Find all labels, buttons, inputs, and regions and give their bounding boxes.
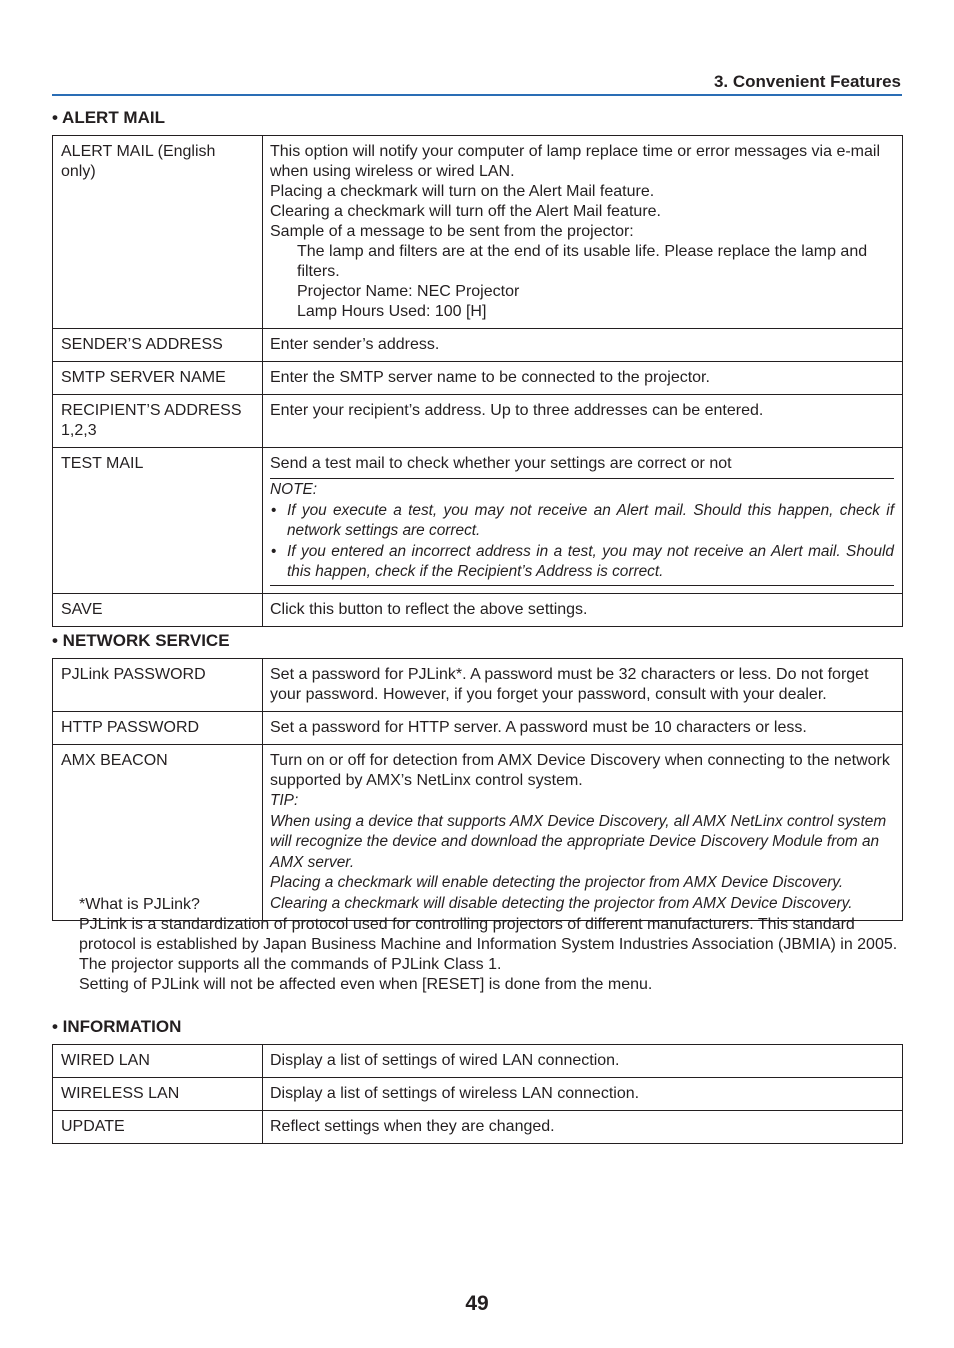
- alert-mail-section-title: • ALERT MAIL: [52, 108, 165, 127]
- row-description: Enter your recipient’s address. Up to three addresses can be entered.: [263, 395, 903, 448]
- page-number: 49: [465, 1292, 489, 1315]
- footnote-line: PJLink is a standardization of protocol used for controlling projectors of different manufacturers. This standard protocol is established by Japan Business Machine and Information System Industries Association (JBMIA) in 2005.: [79, 916, 898, 953]
- row-label: AMX BEACON: [53, 745, 263, 921]
- table-row: [53, 136, 903, 329]
- row-label: ALERT MAIL (English only): [53, 136, 263, 329]
- description-line: Turn on or off for detection from AMX Device Discovery when connecting to the network supported by AMX’s NetLinx control system.: [270, 752, 890, 789]
- note-item: • If you execute a test, you may not receive an Alert mail. Should this happen, check if network settings are correct.: [270, 501, 894, 542]
- chapter-title: 3. Convenient Features: [713, 72, 901, 91]
- row-description: [263, 448, 903, 594]
- table-row: [53, 712, 903, 745]
- page-header: [52, 70, 902, 96]
- description-line: Clearing a checkmark will turn off the Alert Mail feature.: [270, 203, 661, 220]
- table-row: [53, 329, 903, 362]
- row-label: SMTP SERVER NAME: [53, 362, 263, 395]
- table-row: [53, 1111, 903, 1144]
- table-row: [53, 362, 903, 395]
- row-label: SAVE: [53, 593, 263, 626]
- footnote-heading: *What is PJLink?: [79, 896, 200, 913]
- row-description: Set a password for HTTP server. A password must be 10 characters or less.: [263, 712, 903, 745]
- row-label: WIRED LAN: [53, 1045, 263, 1078]
- network-service-section-title: • NETWORK SERVICE: [52, 631, 230, 650]
- row-description: Display a list of settings of wired LAN connection.: [263, 1045, 903, 1078]
- pjlink-footnote: [79, 895, 903, 995]
- row-description: Set a password for PJLink*. A password must be 32 characters or less. Do not forget your password. However, if you forget your password, consult with your dealer.: [263, 659, 903, 712]
- footnote-line: The projector supports all the commands of PJLink Class 1.: [79, 956, 502, 973]
- row-description: [263, 136, 903, 329]
- information-section-title: • INFORMATION: [52, 1017, 182, 1036]
- sample-line: Projector Name: NEC Projector: [297, 283, 520, 300]
- footnote-line: Setting of PJLink will not be affected even when [RESET] is done from the menu.: [79, 976, 653, 993]
- table-row: [53, 1078, 903, 1111]
- tip-line: Placing a checkmark will enable detecting the projector from AMX Device Discovery.: [270, 874, 844, 891]
- description-line: Placing a checkmark will turn on the Alert Mail feature.: [270, 183, 655, 200]
- description-line: This option will notify your computer of lamp replace time or error messages via e-mail when using wireless or wired LAN.: [270, 143, 881, 180]
- row-label: HTTP PASSWORD: [53, 712, 263, 745]
- table-row: [53, 448, 903, 594]
- sample-message: [270, 242, 894, 322]
- table-row: [53, 659, 903, 712]
- sample-line: Lamp Hours Used: 100 [H]: [297, 303, 487, 320]
- description-line: Sample of a message to be sent from the projector:: [270, 223, 634, 240]
- table-row: [53, 593, 903, 626]
- tip-line: Clearing a checkmark will disable detecting the projector from AMX Device Discovery.: [270, 894, 853, 912]
- sample-line: The lamp and filters are at the end of its usable life. Please replace the lamp and filters.: [297, 243, 868, 280]
- alert-mail-table: [52, 135, 903, 627]
- note-box: [270, 478, 894, 586]
- row-description: Enter the SMTP server name to be connected to the projector.: [263, 362, 903, 395]
- note-list: [270, 501, 894, 583]
- tip-label: TIP:: [270, 792, 299, 809]
- row-description: Enter sender’s address.: [263, 329, 903, 362]
- description-line: Send a test mail to check whether your settings are correct or not: [270, 455, 732, 472]
- information-table: [52, 1044, 903, 1144]
- row-label: UPDATE: [53, 1111, 263, 1144]
- row-label: WIRELESS LAN: [53, 1078, 263, 1111]
- table-row: [53, 1045, 903, 1078]
- tip-line: When using a device that supports AMX Device Discovery, all AMX NetLinx control system will recognize the device and download the appropriate Device Discovery Module from an AMX server.: [270, 812, 887, 871]
- row-description: Display a list of settings of wireless LAN connection.: [263, 1078, 903, 1111]
- row-label: SENDER’S ADDRESS: [53, 329, 263, 362]
- row-label: TEST MAIL: [53, 448, 263, 594]
- row-label: RECIPIENT’S ADDRESS 1,2,3: [53, 395, 263, 448]
- network-service-table: [52, 658, 903, 921]
- note-item: • If you entered an incorrect address in a test, you may not receive an Alert mail. Should this happen, check if the Recipient’s Address is correct.: [270, 542, 894, 583]
- row-description: Click this button to reflect the above settings.: [263, 593, 903, 626]
- table-row: [53, 395, 903, 448]
- note-label: NOTE:: [270, 481, 318, 498]
- row-description: Reflect settings when they are changed.: [263, 1111, 903, 1144]
- row-label: PJLink PASSWORD: [53, 659, 263, 712]
